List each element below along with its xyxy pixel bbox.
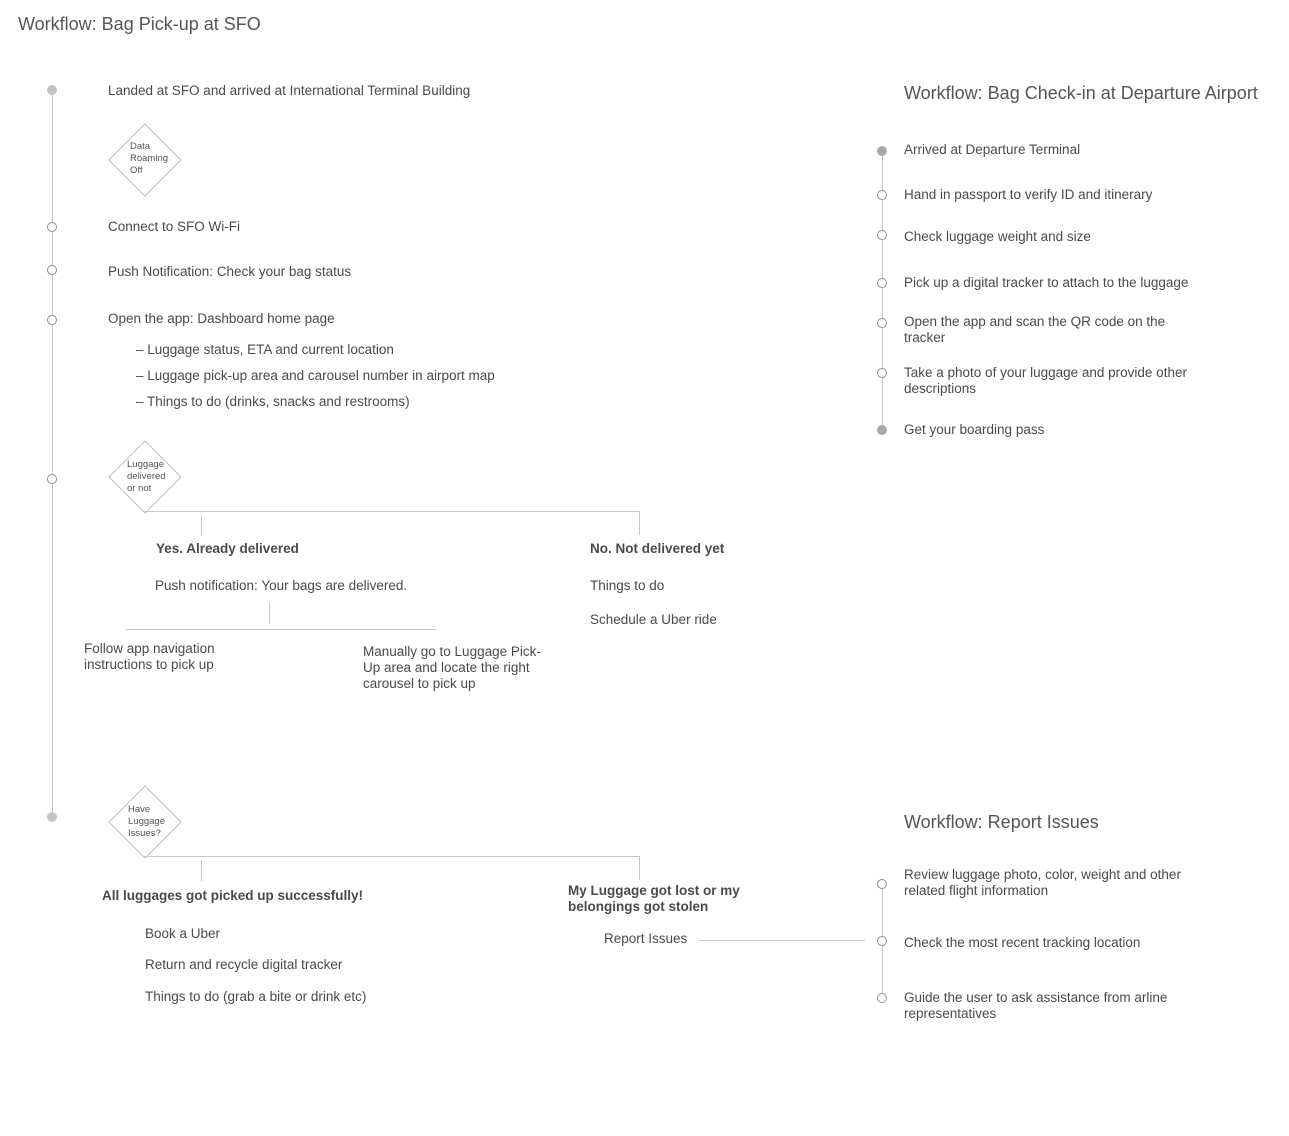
success-branch-item: Book a Uber [145, 926, 221, 941]
checkin-node [877, 425, 887, 435]
checkin-step: Open the app and scan the QR code on the tracker [904, 314, 1166, 345]
checkin-step: Arrived at Departure Terminal [904, 142, 1081, 157]
success-branch-heading: All luggages got picked up successfully! [102, 888, 364, 903]
report-node [877, 936, 887, 946]
pickup-node-delivered [47, 474, 57, 484]
no-branch-item: Things to do [590, 578, 665, 593]
success-branch-item: Things to do (grab a bite or drink etc) [145, 989, 367, 1004]
no-branch-heading: No. Not delivered yet [590, 541, 725, 556]
dashboard-item: – Things to do (drinks, snacks and restrooms) [136, 394, 410, 409]
checkin-step: Hand in passport to verify ID and itinerary [904, 187, 1153, 202]
pickup-node-end [47, 812, 57, 822]
checkin-step: Check luggage weight and size [904, 229, 1091, 244]
dashboard-item: – Luggage status, ETA and current location [136, 342, 394, 357]
checkin-node [877, 318, 887, 328]
report-title: Workflow: Report Issues [904, 812, 1099, 832]
dashboard-item: – Luggage pick-up area and carousel number in airport map [136, 368, 495, 383]
checkin-step: Get your boarding pass [904, 422, 1045, 437]
checkin-node [877, 146, 887, 156]
decision-roaming-label: Data Roaming Off [130, 141, 169, 176]
delivered-yes-connector [201, 515, 202, 536]
pickup-title: Workflow: Bag Pick-up at SFO [18, 14, 261, 34]
report-step: Check the most recent tracking location [904, 935, 1141, 950]
issues-lost-connector [639, 856, 640, 880]
yes-branch-heading: Yes. Already delivered [156, 541, 299, 556]
checkin-node [877, 230, 887, 240]
yes-branch-push: Push notification: Your bags are delivered. [155, 578, 408, 593]
yes-sub-connector [269, 602, 270, 624]
report-node [877, 879, 887, 889]
step-wifi: Connect to SFO Wi-Fi [108, 219, 241, 234]
pickup-node-start [47, 85, 57, 95]
report-node [877, 993, 887, 1003]
pickup-timeline-line [52, 90, 53, 818]
report-step: Guide the user to ask assistance from arline representatives [904, 990, 1168, 1021]
issues-branch-line [144, 856, 640, 857]
step-landed: Landed at SFO and arrived at International Terminal Building [108, 83, 471, 98]
pickup-node-wifi [47, 222, 57, 232]
option-manual-pickup: Manually go to Luggage Pick-Up area and locate the right carousel to pick up [363, 644, 541, 691]
report-connector-line [698, 940, 865, 941]
decision-delivered-label: Luggage delivered or not [127, 459, 166, 494]
checkin-title: Workflow: Bag Check-in at Departure Airport [904, 83, 1258, 103]
lost-branch-heading: My Luggage got lost or my belongings got stolen [568, 883, 740, 914]
success-branch-item: Return and recycle digital tracker [145, 957, 343, 972]
pickup-node-push [47, 265, 57, 275]
delivered-no-connector [639, 511, 640, 535]
checkin-node [877, 190, 887, 200]
checkin-step: Pick up a digital tracker to attach to the luggage [904, 275, 1189, 290]
delivered-branch-line [144, 511, 640, 512]
step-push: Push Notification: Check your bag status [108, 264, 352, 279]
pickup-node-open-app [47, 315, 57, 325]
report-issues-link: Report Issues [604, 931, 688, 946]
checkin-node [877, 278, 887, 288]
option-app-navigation: Follow app navigation instructions to pick up [84, 641, 215, 672]
no-branch-item: Schedule a Uber ride [590, 612, 717, 627]
issues-success-connector [201, 860, 202, 881]
checkin-step: Take a photo of your luggage and provide other descriptions [904, 365, 1187, 396]
report-step: Review luggage photo, color, weight and other related flight information [904, 867, 1181, 898]
step-open-app: Open the app: Dashboard home page [108, 311, 335, 326]
decision-issues-label: Have Luggage Issues? [128, 804, 165, 839]
checkin-node [877, 368, 887, 378]
yes-sub-branch-line [126, 629, 436, 630]
